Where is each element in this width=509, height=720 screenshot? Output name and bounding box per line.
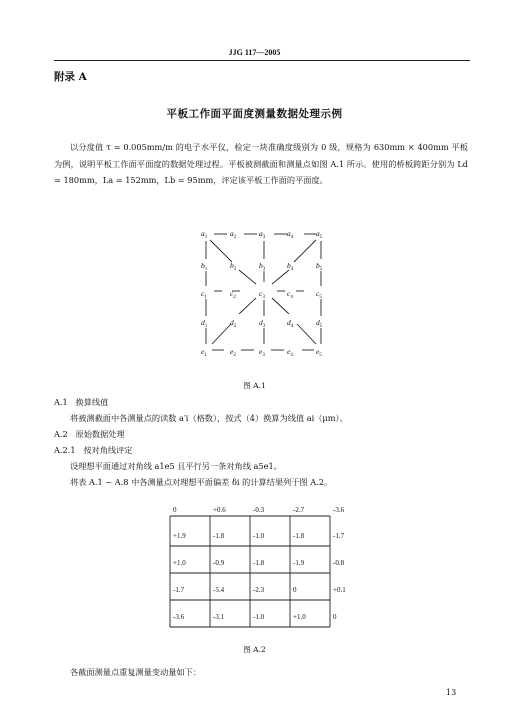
section-a21-body-1: 设理想平面通过对角线 a1e5 且平行另一条对角线 a5e1。 [70,461,282,471]
grid-point-c2: $c_2$ [230,289,236,300]
deviation-value: 0 [173,506,177,514]
grid-point-a1: $a_1$ [201,229,208,240]
deviation-value: -1.7 [333,532,345,540]
deviation-value: +1.0 [173,559,186,567]
grid-point-e2: $e_2$ [230,347,236,358]
running-header: JJG 117—2005 [228,48,281,57]
grid-point-a4: $a_4$ [287,229,294,240]
section-a21-heading [54,443,133,457]
deviation-grid-lines [170,516,330,627]
section-title: 换算线值 [75,397,109,407]
deviation-value: -1.7 [173,586,185,594]
deviation-value: -2.3 [253,586,265,594]
deviation-value: +0.1 [333,586,346,594]
figure-a2-deviation-grid [160,505,360,635]
deviation-value: -1.8 [213,532,225,540]
grid-point-a2: $a_2$ [230,229,237,240]
section-number: A.2 [54,429,68,439]
section-number: A.1 [54,397,68,407]
appendix-label: 附录 A [54,71,87,83]
grid-point-b3: $b_3$ [259,261,266,272]
header-rule [54,60,470,61]
grid-lines [206,234,321,350]
figure-a2-caption: 图 A.2 [243,645,266,654]
grid-point-e4: $e_4$ [287,347,293,358]
section-number: A.2.1 [54,445,76,455]
grid-point-c3: $c_3$ [259,289,265,300]
grid-point-d2: $d_2$ [230,318,237,329]
section-a21-body-2: 将表 A.1 ~ A.8 中各测量点对理想平面偏差 δi 的计算结果列于图 A.2。 [70,477,333,487]
deviation-value: +0.6 [213,506,226,514]
deviation-value: -1.8 [253,559,265,567]
grid-point-d5: $d_5$ [316,318,323,329]
deviation-value: -0.9 [213,559,225,567]
deviation-value: -1.9 [293,559,305,567]
grid-point-c4: $c_4$ [287,289,293,300]
intro-paragraph: 以分度值 τ = 0.005mm/m 的电子水平仪，检定一块准确度级别为 0 级，规格为 630mm × 400mm 平板为例，说明平板工作面平面度的数据处理过程。平板被测截面和测量点如图 A.1 所示。使用的桥板跨距分别为 Ld = 180mm，La = 152mm，Lb = 95mm，评定该平板工作面的平面度。 [54,142,468,185]
grid-point-c1: $c_1$ [201,289,207,300]
grid-point-c5: $c_5$ [316,289,322,300]
grid-point-d3: $d_3$ [259,318,266,329]
section-title: 原始数据处理 [75,429,125,439]
section-a1-body: 将被测截面中各测量点的读数 a′i（格数），按式（4）换算为线值 ai（μm）。 [70,413,348,423]
deviation-value: -1.0 [253,613,265,621]
section-a1-heading [54,395,108,409]
deviation-value: 0 [293,586,297,594]
grid-point-a3: $a_3$ [259,229,266,240]
closing-paragraph: 各截面测量点重复测量变动量如下： [70,667,202,677]
section-title: 按对角线评定 [83,445,133,455]
grid-point-d4: $d_4$ [287,318,294,329]
grid-point-d1: $d_1$ [201,318,208,329]
grid-point-e1: $e_1$ [201,347,207,358]
grid-point-a5: $a_5$ [316,229,323,240]
deviation-value: -3.6 [333,506,345,514]
deviation-value: +1.0 [293,613,306,621]
grid-point-b4: $b_4$ [287,261,294,272]
deviation-value: -1.0 [253,532,265,540]
grid-point-e3: $e_3$ [259,347,265,358]
deviation-value: +1.9 [173,532,186,540]
page-title: 平板工作面平面度测量数据处理示例 [166,108,343,120]
deviation-value: -0.3 [253,506,265,514]
grid-point-e5: $e_5$ [316,347,322,358]
deviation-value: -5.4 [213,586,225,594]
page-number: 13 [446,688,457,697]
deviation-value: -0.8 [333,559,345,567]
deviation-value: -3.6 [173,613,185,621]
grid-point-b5: $b_5$ [316,261,323,272]
figure-a1-measurement-grid [194,224,334,366]
figure-a1-caption: 图 A.1 [243,381,266,390]
section-a2-heading [54,427,125,441]
deviation-value: -1.8 [293,532,305,540]
grid-point-b2: $b_2$ [230,261,237,272]
deviation-value: -2.7 [293,506,305,514]
deviation-value: 0 [333,613,337,621]
grid-point-b1: $b_1$ [201,261,208,272]
deviation-value: -3.1 [213,613,225,621]
